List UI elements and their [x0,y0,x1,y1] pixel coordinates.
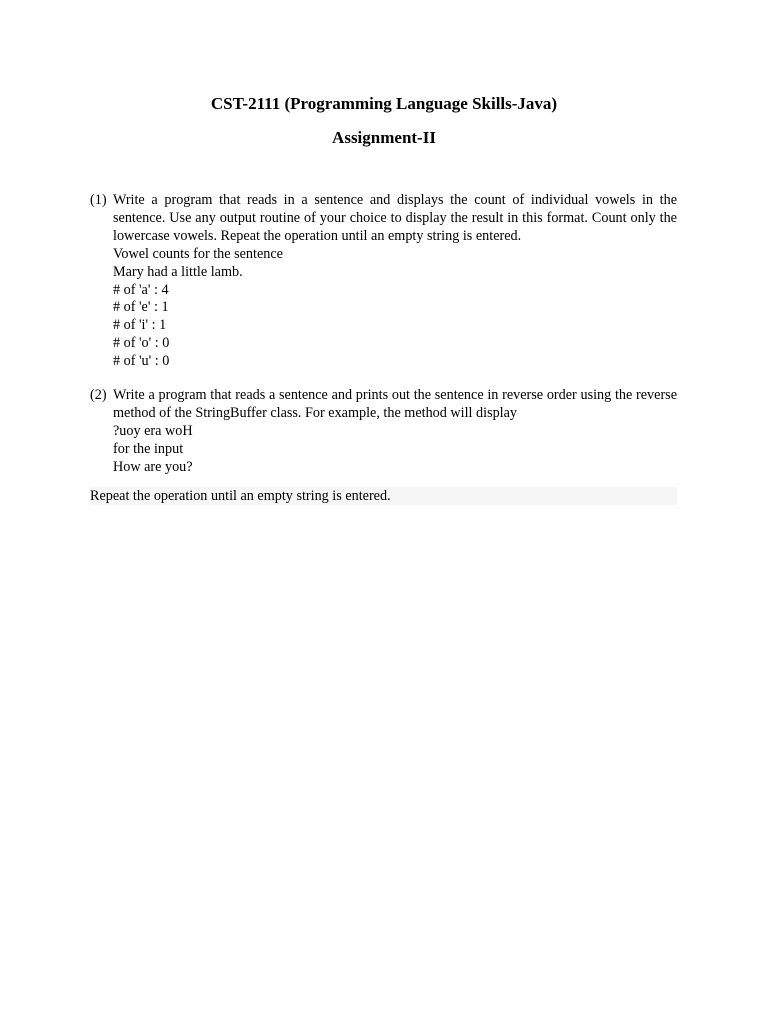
question-2 [90,387,677,477]
repeat-note: Repeat the operation until an empty string is entered. [90,487,677,505]
example-line: Mary had a little lamb. [113,263,243,280]
example-line: # of 'u' : 0 [113,353,170,370]
example-line: How are you? [113,458,193,475]
example-line: for the input [113,440,184,457]
question-body [113,387,677,477]
question-number: (2) [90,387,107,403]
document-subtitle: Assignment-II [332,128,436,147]
example-line: # of 'e' : 1 [113,299,169,316]
document-title: CST-2111 (Programming Language Skills-Java) [210,94,558,113]
question-body [113,192,677,371]
example-line: # of 'a' : 4 [113,281,169,298]
question-text: Write a program that reads in a sentence and displays the count of individual vowels in the sentence. Use any output routine of your choice to display the result in this format. Count only the lowercase vowels. Repeat the operation until an empty string is entered. [113,192,677,244]
question-text: Write a program that reads a sentence and prints out the sentence in reverse order using the reverse method of the StringBuffer class. For example, the method will display [113,387,677,421]
example-line: ?uoy era woH [113,422,193,439]
example-line: # of 'o' : 0 [113,335,170,352]
question-number: (1) [90,192,107,208]
question-1 [90,192,677,371]
example-line: Vowel counts for the sentence [113,245,283,262]
example-line: # of 'i' : 1 [113,317,167,334]
